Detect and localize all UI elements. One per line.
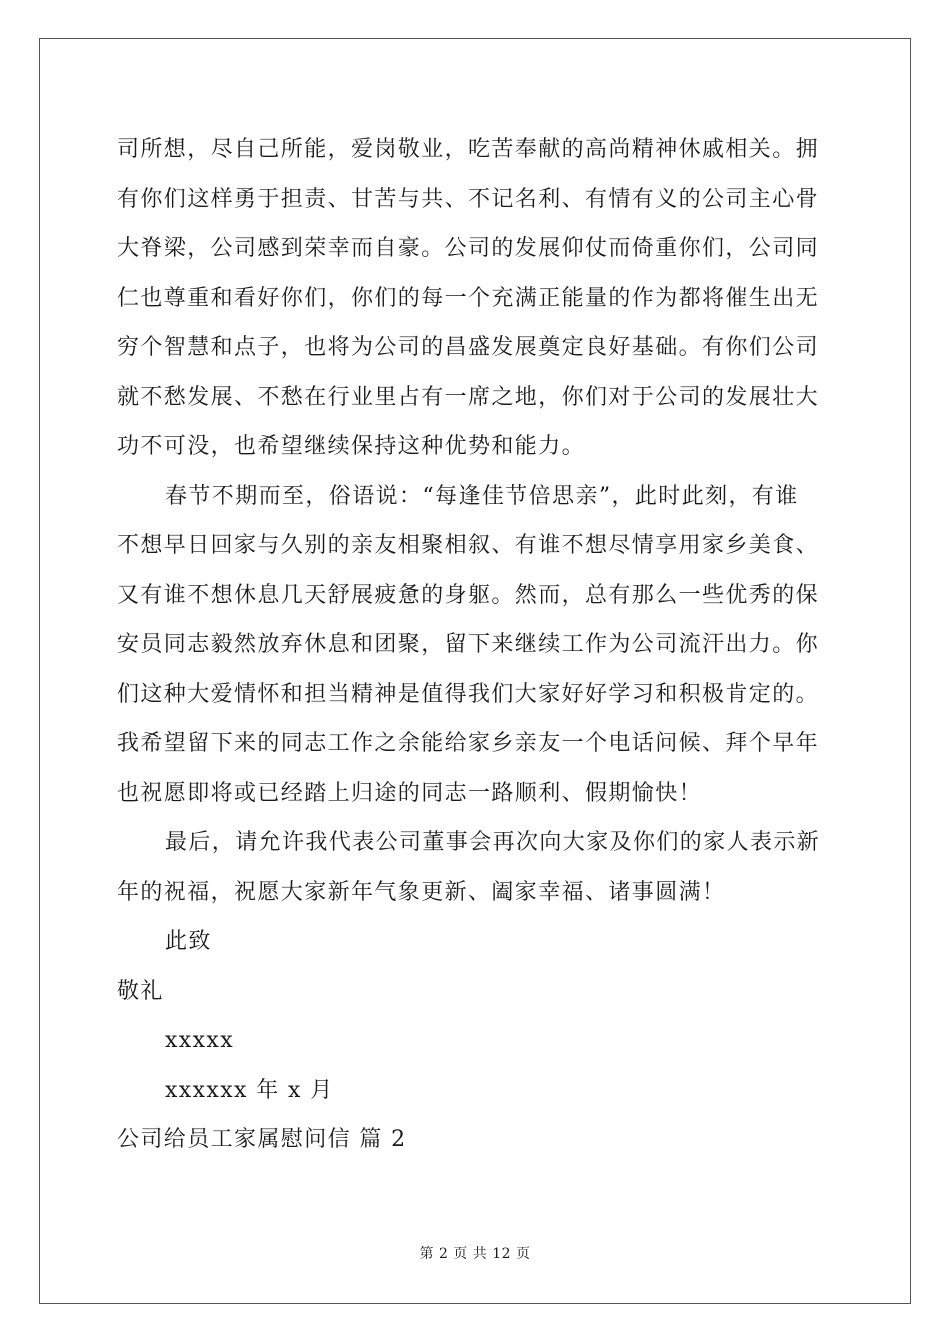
text-line: 年的祝福，祝愿大家新年气象更新、阖家幸福、诸事圆满！ — [117, 879, 726, 905]
text-line: 穷个智慧和点子，也将为公司的昌盛发展奠定良好基础。有你们公司 — [117, 335, 820, 360]
text-line: 就不愁发展、不愁在行业里占有一席之地，你们对于公司的发展壮大 — [117, 384, 820, 410]
signature-line: xxxxx — [165, 1028, 235, 1053]
page-number-footer: 第 2 页 共 12 页 — [419, 1246, 531, 1262]
text-line: 大脊梁，公司感到荣幸而自豪。公司的发展仰仗而倚重你们，公司同 — [117, 236, 820, 261]
text-line: 最后，请允许我代表公司董事会再次向大家及你们的家人表示新 — [165, 830, 821, 855]
text-line: 不想早日回家与久别的亲友相聚相叙、有谁不想尽情享用家乡美食、 — [117, 533, 820, 558]
date-line: xxxxxx 年 x 月 — [165, 1077, 334, 1103]
text-line: 也祝愿即将或已经踏上归途的同志一路顺利、假期愉快！ — [117, 780, 703, 806]
text-line: 春节不期而至，俗语说：“每逢佳节倍思亲”，此时此刻，有谁 — [165, 483, 799, 509]
section-title: 公司给员工家属慰问信 篇 2 — [117, 1127, 407, 1152]
text-line: 我希望留下来的同志工作之余能给家乡亲友一个电话问候、拜个早年 — [117, 731, 820, 756]
text-line: 司所想，尽自己所能，爱岗敬业，吃苦奉献的高尚精神休戚相关。拥 — [117, 137, 820, 162]
text-line: 们这种大爱情怀和担当精神是值得我们大家好好学习和积极肯定的。 — [117, 681, 820, 707]
text-line: 有你们这样勇于担责、甘苦与共、不记名利、有情有义的公司主心骨 — [117, 186, 820, 212]
letter-body — [117, 125, 837, 1165]
text-line: 功不可没，也希望继续保持这种优势和能力。 — [117, 434, 586, 459]
text-line: 又有谁不想休息几天舒展疲惫的身躯。然而，总有那么一些优秀的保 — [117, 582, 820, 608]
text-line: 仁也尊重和看好你们，你们的每一个充满正能量的作为都将催生出无 — [117, 285, 820, 311]
closing-line: 此致 — [165, 929, 212, 954]
text-line: 安员同志毅然放弃休息和团聚，留下来继续工作为公司流汗出力。你 — [117, 632, 820, 657]
salutation-line: 敬礼 — [117, 978, 164, 1004]
